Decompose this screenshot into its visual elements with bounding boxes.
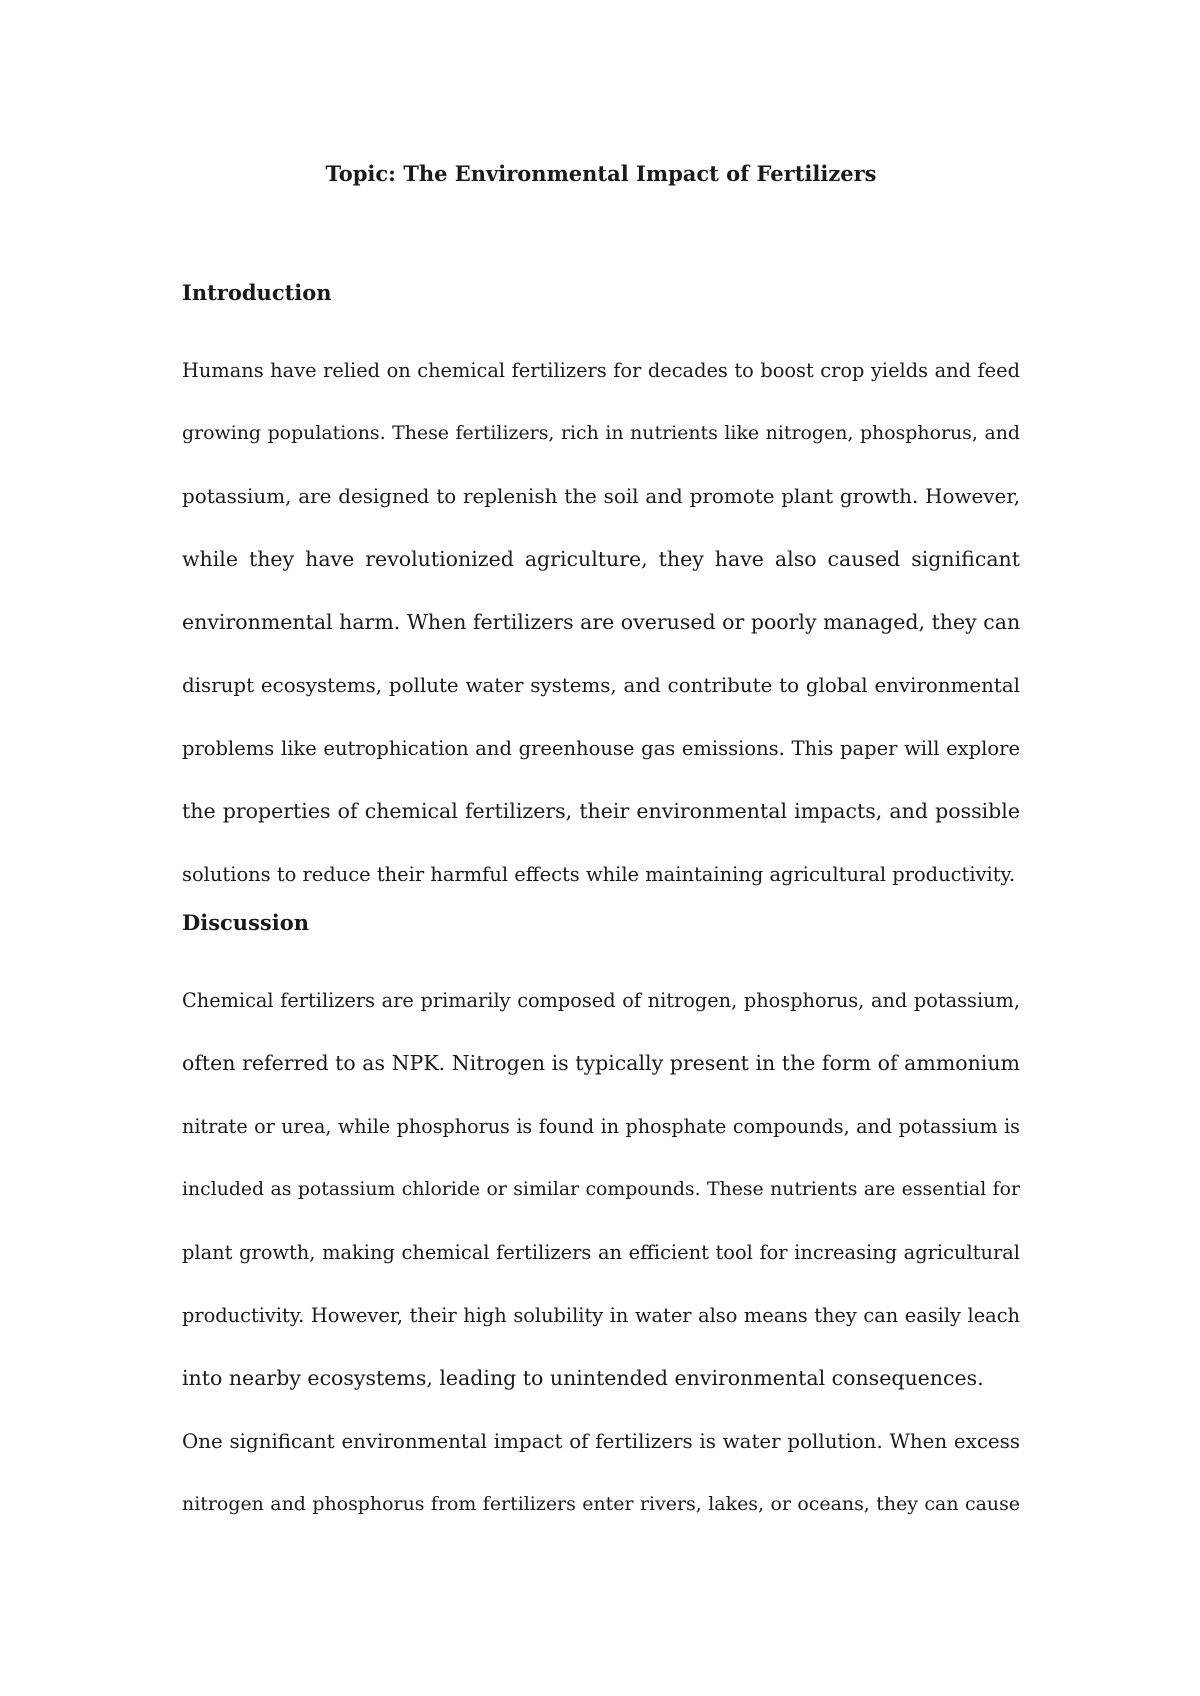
- text-line: environmental harm. When fertilizers are overused or poorly managed, they can: [182, 610, 1021, 634]
- text-line: nitrogen and phosphorus from fertilizers enter rivers, lakes, or oceans, they can cause: [182, 1493, 1020, 1515]
- document-title: Topic: The Environmental Impact of Fertilizers: [325, 161, 877, 186]
- text-line: productivity. However, their high solubility in water also means they can easily leach: [182, 1304, 1020, 1327]
- discussion-paragraph-2: [182, 1410, 1020, 1536]
- text-line: One significant environmental impact of fertilizers is water pollution. When excess: [182, 1430, 1020, 1453]
- discussion-paragraph-1: [182, 969, 1020, 1410]
- text-line: often referred to as NPK. Nitrogen is typically present in the form of ammonium: [182, 1051, 1020, 1075]
- text-line: while they have revolutionized agriculture, they have also caused significant: [182, 547, 1020, 571]
- section-heading-introduction: Introduction: [182, 280, 332, 305]
- text-line: into nearby ecosystems, leading to unintended environmental consequences.: [182, 1366, 984, 1390]
- text-line: disrupt ecosystems, pollute water systems, and contribute to global environmental: [182, 674, 1020, 697]
- text-line: solutions to reduce their harmful effects while maintaining agricultural productivity.: [182, 863, 1016, 886]
- introduction-paragraph: [182, 339, 1020, 906]
- text-line: nitrate or urea, while phosphorus is found in phosphate compounds, and potassium is: [182, 1115, 1020, 1138]
- section-heading-discussion: Discussion: [182, 910, 309, 935]
- text-line: Humans have relied on chemical fertilizers for decades to boost crop yields and feed: [182, 359, 1020, 382]
- text-line: growing populations. These fertilizers, rich in nutrients like nitrogen, phosphorus, and: [182, 422, 1020, 444]
- text-line: potassium, are designed to replenish the soil and promote plant growth. However,: [182, 485, 1020, 508]
- text-line: the properties of chemical fertilizers, their environmental impacts, and possible: [182, 799, 1020, 823]
- text-line: plant growth, making chemical fertilizers an efficient tool for increasing agricultural: [182, 1241, 1020, 1264]
- text-line: problems like eutrophication and greenhouse gas emissions. This paper will explore: [182, 737, 1020, 760]
- text-line: included as potassium chloride or similar compounds. These nutrients are essential for: [182, 1179, 1020, 1200]
- text-line: Chemical fertilizers are primarily composed of nitrogen, phosphorus, and potassium,: [182, 989, 1020, 1012]
